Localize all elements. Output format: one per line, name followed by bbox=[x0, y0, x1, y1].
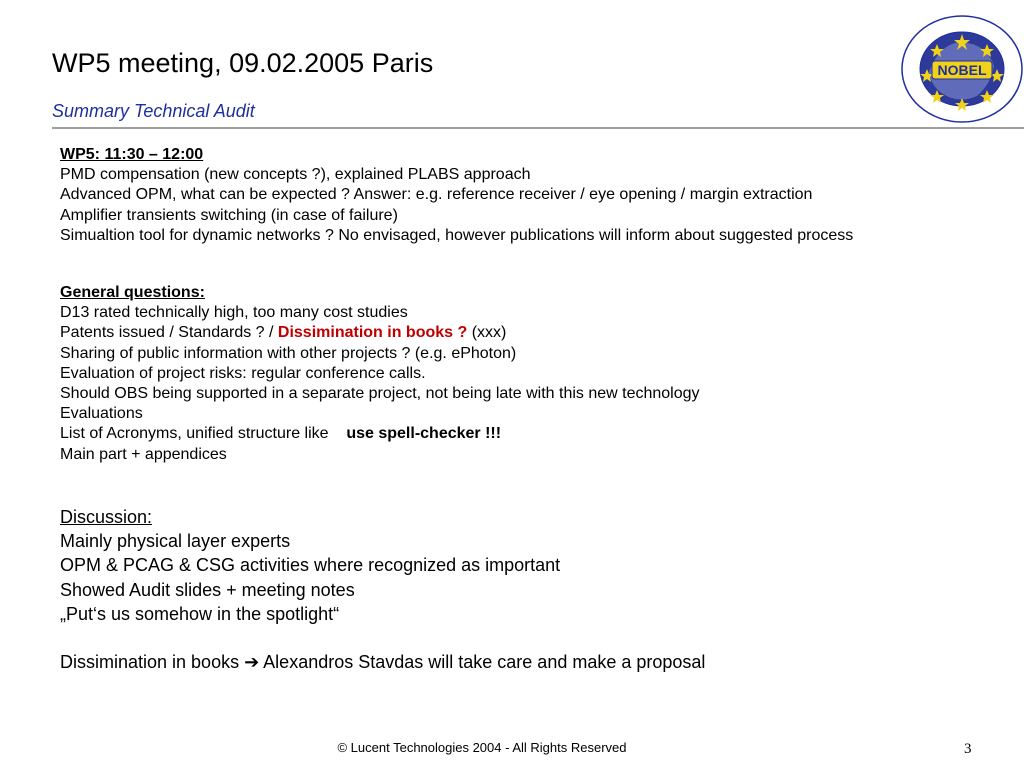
discussion-line: „Put‘s us somehow in the spotlight“ bbox=[60, 603, 340, 624]
discussion-section bbox=[60, 505, 705, 674]
page-title: WP5 meeting, 09.02.2005 Paris bbox=[52, 48, 434, 78]
right-arrow-icon: ➔ bbox=[244, 652, 260, 673]
patents-prefix: Patents issued / Standards ? / bbox=[60, 324, 278, 342]
patents-suffix: (xxx) bbox=[467, 324, 507, 342]
dissimination-highlight: Dissimination in books ? bbox=[277, 324, 468, 342]
page-number: 3 bbox=[964, 741, 972, 757]
wp5-line: Simualtion tool for dynamic networks ? No envisaged, however publications will inform about suggested process bbox=[60, 226, 854, 244]
spacer bbox=[60, 626, 705, 650]
general-line: Sharing of public information with other projects ? (e.g. ePhoton) bbox=[60, 344, 517, 362]
discussion-heading: Discussion: bbox=[60, 507, 153, 527]
wp5-line: PMD compensation (new concepts ?), explained PLABS approach bbox=[60, 166, 531, 184]
wp5-heading: WP5: 11:30 – 12:00 bbox=[60, 146, 204, 163]
general-line: D13 rated technically high, too many cost studies bbox=[60, 304, 408, 322]
discussion-line: OPM & PCAG & CSG activities where recognized as important bbox=[60, 555, 561, 576]
general-line: Should OBS being supported in a separate project, not being late with this new technology bbox=[60, 385, 700, 403]
wp5-line: Amplifier transients switching (in case of failure) bbox=[60, 206, 398, 224]
general-line: Evaluation of project risks: regular conference calls. bbox=[60, 364, 426, 382]
spell-checker-note: use spell-checker !!! bbox=[346, 425, 502, 443]
general-line: Evaluations bbox=[60, 405, 143, 423]
discussion-final-line bbox=[60, 650, 705, 674]
general-questions-section bbox=[60, 283, 700, 465]
wp5-line: Advanced OPM, what can be expected ? Answer: e.g. reference receiver / eye opening / margin extraction bbox=[60, 186, 813, 204]
final-prefix: Dissimination in books bbox=[60, 652, 245, 673]
final-suffix: Alexandros Stavdas will take care and make a proposal bbox=[259, 652, 706, 673]
page-subtitle: Summary Technical Audit bbox=[52, 101, 255, 121]
wp5-section bbox=[60, 145, 853, 246]
patents-line bbox=[60, 323, 700, 343]
acronyms-prefix: List of Acronyms, unified structure like bbox=[60, 425, 347, 443]
discussion-line: Showed Audit slides + meeting notes bbox=[60, 579, 355, 600]
general-heading: General questions: bbox=[60, 284, 205, 301]
acronyms-line bbox=[60, 424, 700, 444]
title-divider bbox=[52, 127, 1024, 129]
nobel-logo-icon bbox=[899, 14, 1024, 124]
discussion-line: Mainly physical layer experts bbox=[60, 531, 291, 552]
copyright-footer: © Lucent Technologies 2004 - All Rights Reserved bbox=[337, 740, 627, 755]
general-line: Main part + appendices bbox=[60, 445, 227, 463]
svg-text:NOBEL: NOBEL bbox=[937, 62, 987, 78]
